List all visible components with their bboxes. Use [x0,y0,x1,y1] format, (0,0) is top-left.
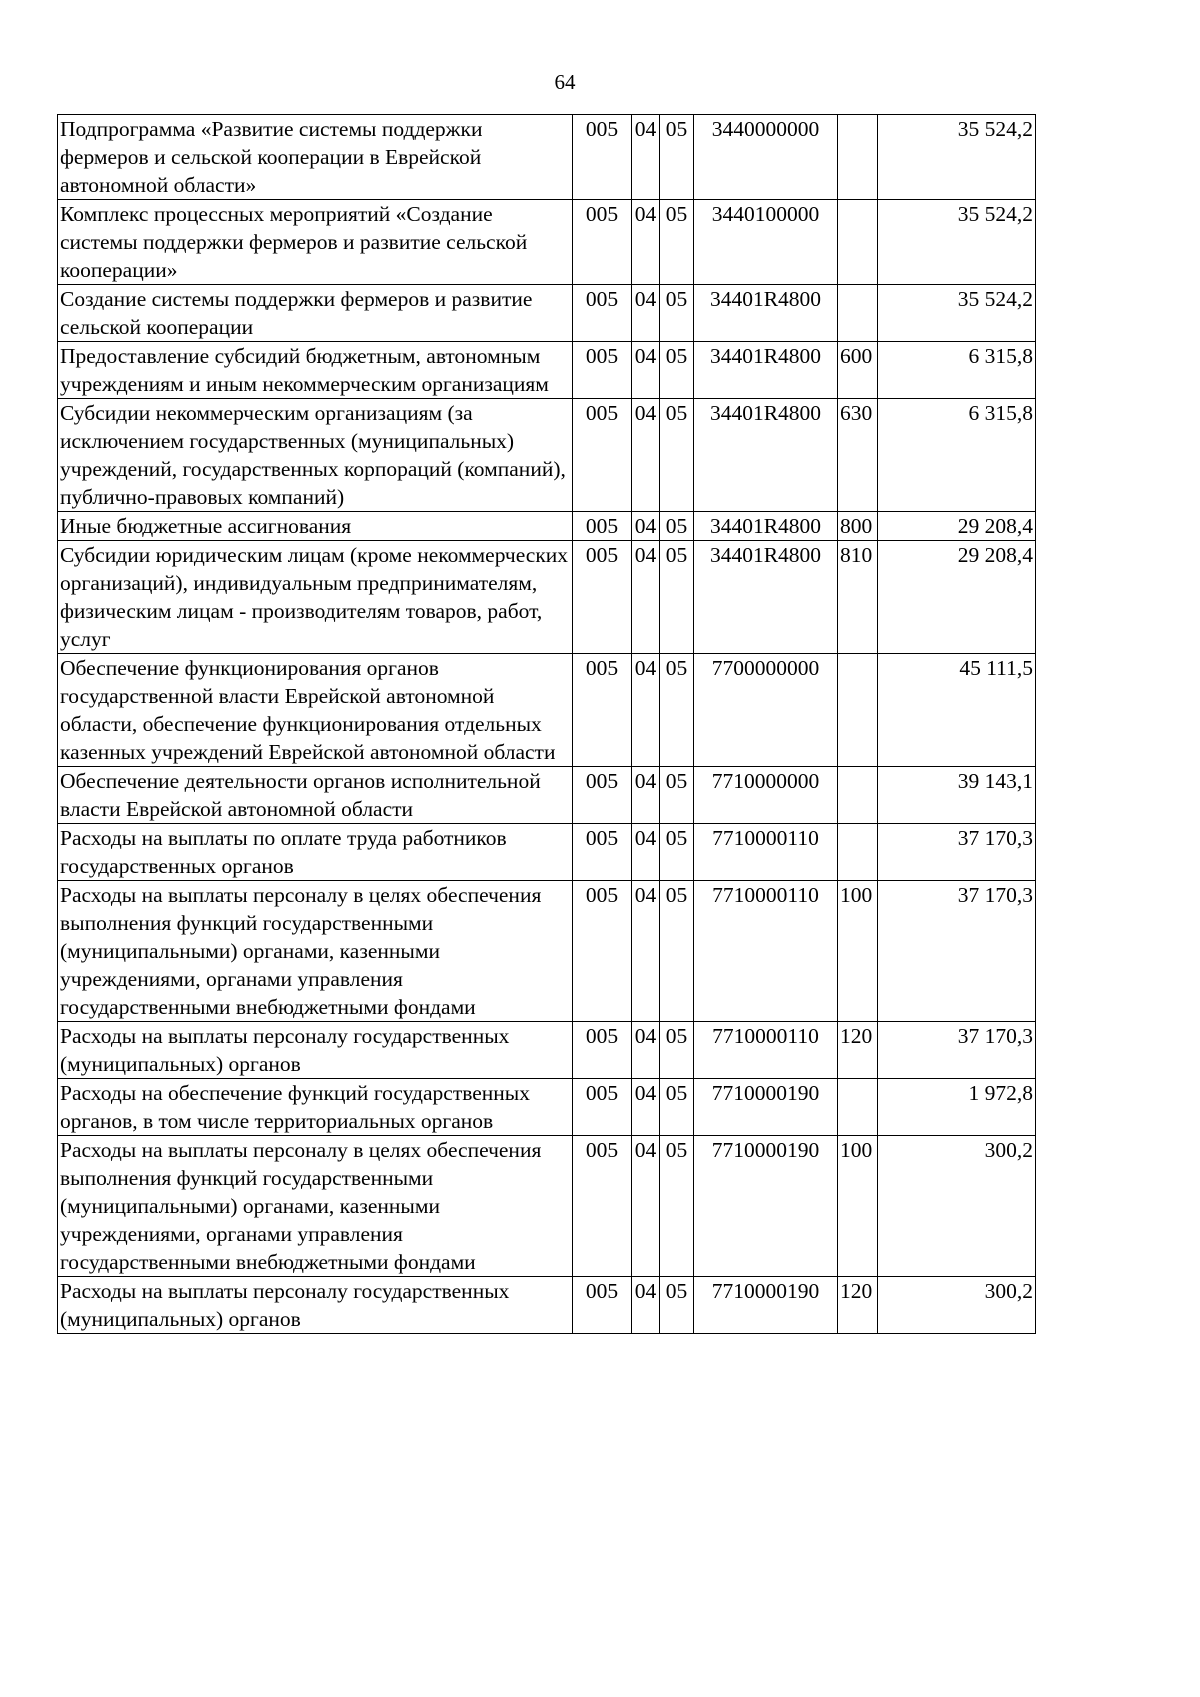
target-article-cell: 7710000110 [694,824,838,881]
target-article-cell: 34401R4800 [694,399,838,512]
expense-name-cell: Расходы на выплаты персоналу государственных (муниципальных) органов [58,1277,573,1334]
section-code-cell: 04 [632,1079,660,1136]
expense-name-cell: Субсидии юридическим лицам (кроме некоммерческих организаций), индивидуальным предпринимателям, физическим лицам - производителям товаров, работ, услуг [58,541,573,654]
target-article-cell: 34401R4800 [694,541,838,654]
section-code-cell: 04 [632,200,660,285]
table-row [58,512,1036,541]
ministry-code-cell: 005 [573,115,632,200]
target-article-cell: 34401R4800 [694,512,838,541]
table-row [58,399,1036,512]
expense-type-cell: 120 [838,1277,878,1334]
amount-cell: 39 143,1 [878,767,1036,824]
subsection-code-cell: 05 [660,342,694,399]
expense-name-cell: Иные бюджетные ассигнования [58,512,573,541]
expense-name-cell: Расходы на выплаты персоналу государственных (муниципальных) органов [58,1022,573,1079]
target-article-cell: 7700000000 [694,654,838,767]
expense-type-cell: 100 [838,1136,878,1277]
expense-type-cell [838,200,878,285]
target-article-cell: 7710000190 [694,1079,838,1136]
amount-cell: 300,2 [878,1277,1036,1334]
amount-cell: 300,2 [878,1136,1036,1277]
amount-cell: 1 972,8 [878,1079,1036,1136]
amount-cell: 37 170,3 [878,1022,1036,1079]
section-code-cell: 04 [632,541,660,654]
ministry-code-cell: 005 [573,541,632,654]
subsection-code-cell: 05 [660,1277,694,1334]
expense-name-cell: Обеспечение функционирования органов государственной власти Еврейской автономной области, обеспечение функционирования отдельных казенных учреждений Еврейской автономной области [58,654,573,767]
ministry-code-cell: 005 [573,285,632,342]
budget-table [57,114,1036,1334]
section-code-cell: 04 [632,512,660,541]
expense-name-cell: Подпрограмма «Развитие системы поддержки фермеров и сельской кооперации в Еврейской автономной области» [58,115,573,200]
table-row [58,881,1036,1022]
ministry-code-cell: 005 [573,824,632,881]
ministry-code-cell: 005 [573,654,632,767]
expense-name-cell: Комплекс процессных мероприятий «Создание системы поддержки фермеров и развитие сельской кооперации» [58,200,573,285]
table-row [58,1079,1036,1136]
ministry-code-cell: 005 [573,1079,632,1136]
section-code-cell: 04 [632,115,660,200]
subsection-code-cell: 05 [660,1136,694,1277]
table-row [58,824,1036,881]
ministry-code-cell: 005 [573,1136,632,1277]
ministry-code-cell: 005 [573,200,632,285]
expense-type-cell [838,115,878,200]
expense-type-cell: 810 [838,541,878,654]
expense-type-cell: 600 [838,342,878,399]
table-row [58,200,1036,285]
ministry-code-cell: 005 [573,767,632,824]
subsection-code-cell: 05 [660,824,694,881]
expense-type-cell [838,1079,878,1136]
expense-type-cell [838,824,878,881]
expense-type-cell: 800 [838,512,878,541]
subsection-code-cell: 05 [660,115,694,200]
target-article-cell: 7710000110 [694,1022,838,1079]
expense-type-cell: 100 [838,881,878,1022]
expense-type-cell [838,654,878,767]
target-article-cell: 7710000110 [694,881,838,1022]
table-row [58,115,1036,200]
ministry-code-cell: 005 [573,399,632,512]
table-row [58,654,1036,767]
subsection-code-cell: 05 [660,1022,694,1079]
expense-name-cell: Создание системы поддержки фермеров и развитие сельской кооперации [58,285,573,342]
amount-cell: 45 111,5 [878,654,1036,767]
expense-type-cell [838,285,878,342]
target-article-cell: 7710000190 [694,1277,838,1334]
target-article-cell: 7710000000 [694,767,838,824]
section-code-cell: 04 [632,1136,660,1277]
subsection-code-cell: 05 [660,654,694,767]
subsection-code-cell: 05 [660,399,694,512]
section-code-cell: 04 [632,1277,660,1334]
expense-name-cell: Расходы на выплаты по оплате труда работников государственных органов [58,824,573,881]
section-code-cell: 04 [632,342,660,399]
section-code-cell: 04 [632,285,660,342]
subsection-code-cell: 05 [660,285,694,342]
subsection-code-cell: 05 [660,512,694,541]
expense-type-cell: 630 [838,399,878,512]
subsection-code-cell: 05 [660,1079,694,1136]
section-code-cell: 04 [632,399,660,512]
expense-type-cell [838,767,878,824]
table-row [58,767,1036,824]
table-row [58,342,1036,399]
amount-cell: 35 524,2 [878,115,1036,200]
ministry-code-cell: 005 [573,342,632,399]
expense-name-cell: Предоставление субсидий бюджетным, автономным учреждениям и иным некоммерческим организациям [58,342,573,399]
expense-name-cell: Расходы на выплаты персоналу в целях обеспечения выполнения функций государственными (муниципальными) органами, казенными учреждениями, органами управления государственными внебюджетными фондами [58,881,573,1022]
amount-cell: 37 170,3 [878,824,1036,881]
subsection-code-cell: 05 [660,881,694,1022]
subsection-code-cell: 05 [660,767,694,824]
amount-cell: 29 208,4 [878,541,1036,654]
expense-name-cell: Субсидии некоммерческим организациям (за исключением государственных (муниципальных) учреждений, государственных корпораций (компаний), публично-правовых компаний) [58,399,573,512]
target-article-cell: 34401R4800 [694,342,838,399]
target-article-cell: 3440100000 [694,200,838,285]
table-row [58,1277,1036,1334]
ministry-code-cell: 005 [573,1277,632,1334]
subsection-code-cell: 05 [660,541,694,654]
amount-cell: 6 315,8 [878,399,1036,512]
table-row [58,541,1036,654]
subsection-code-cell: 05 [660,200,694,285]
budget-table-body [58,115,1036,1334]
expense-type-cell: 120 [838,1022,878,1079]
ministry-code-cell: 005 [573,512,632,541]
amount-cell: 37 170,3 [878,881,1036,1022]
page-number: 64 [554,70,576,94]
amount-cell: 35 524,2 [878,200,1036,285]
expense-name-cell: Расходы на обеспечение функций государственных органов, в том числе территориальных органов [58,1079,573,1136]
ministry-code-cell: 005 [573,881,632,1022]
section-code-cell: 04 [632,824,660,881]
amount-cell: 29 208,4 [878,512,1036,541]
section-code-cell: 04 [632,1022,660,1079]
table-row [58,1136,1036,1277]
target-article-cell: 34401R4800 [694,285,838,342]
table-row [58,285,1036,342]
target-article-cell: 3440000000 [694,115,838,200]
expense-name-cell: Обеспечение деятельности органов исполнительной власти Еврейской автономной области [58,767,573,824]
amount-cell: 35 524,2 [878,285,1036,342]
section-code-cell: 04 [632,881,660,1022]
table-row [58,1022,1036,1079]
amount-cell: 6 315,8 [878,342,1036,399]
section-code-cell: 04 [632,767,660,824]
ministry-code-cell: 005 [573,1022,632,1079]
target-article-cell: 7710000190 [694,1136,838,1277]
section-code-cell: 04 [632,654,660,767]
expense-name-cell: Расходы на выплаты персоналу в целях обеспечения выполнения функций государственными (муниципальными) органами, казенными учреждениями, органами управления государственными внебюджетными фондами [58,1136,573,1277]
